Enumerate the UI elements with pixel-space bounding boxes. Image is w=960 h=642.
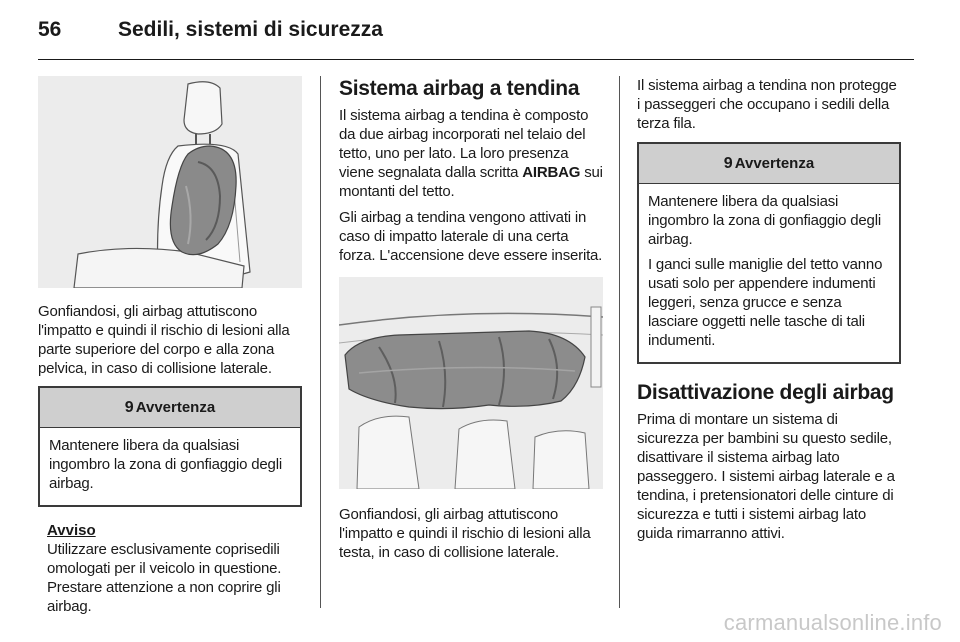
warning-text: I ganci sulle maniglie del tetto vanno usati solo per appendere indumenti leggeri, senza grucce e senza lasciare oggetti nelle tasche di tali indumenti.: [648, 256, 883, 349]
column-divider: [320, 76, 321, 608]
paragraph: Gli airbag a tendina vengono attivati in caso di impatto laterale di una certa forza. L'accensione deve essere inserita.: [339, 209, 603, 264]
warning-header: [40, 388, 300, 428]
paragraph: [339, 106, 603, 201]
paragraph: Il sistema airbag a tendina non protegge i passeggeri che occupano i sedili della terza fila.: [637, 77, 897, 132]
page-number: 56: [38, 18, 62, 41]
warning-icon: 9: [723, 154, 733, 172]
page-title: Sedili, sistemi di sicurezza: [118, 18, 383, 41]
warning-box: [637, 142, 901, 364]
paragraph: Prima di montare un sistema di sicurezza per bambini su questo sedile, disattivare il sistema airbag lato passeggero. I sistemi airbag laterale e a tendina, i pretensionatori delle cinture di sicurezza e tutti i sistemi airbag lato guida rimarranno attivi.: [637, 411, 895, 542]
warning-box: [38, 386, 302, 507]
section-heading: Disattivazione degli airbag: [637, 381, 894, 404]
seat-airbag-illustration: [38, 76, 302, 288]
curtain-airbag-illustration: [339, 277, 603, 489]
warning-icon: 9: [124, 398, 134, 416]
airbag-label: AIRBAG: [522, 164, 581, 181]
note-text: Utilizzare esclusivamente coprisedili omologati per il veicolo in questione. Prestare attenzione a non coprire gli airbag.: [47, 541, 282, 615]
section-heading: Sistema airbag a tendina: [339, 77, 580, 100]
curtain-airbag-figure: [339, 277, 603, 489]
note-title: Avviso: [47, 522, 96, 539]
column-right: [637, 76, 901, 550]
column-left: [38, 76, 302, 623]
figure-caption: Gonfiandosi, gli airbag attutiscono l'impatto e quindi il rischio di lesioni alla testa, in caso di collisione laterale.: [339, 506, 591, 561]
warning-header: [639, 144, 899, 184]
text-span: Il sistema airbag a tendina è composto da due airbag incorporati nel telaio del tetto, uno per lato. La loro presenza viene segnalata dalla scritta: [339, 107, 589, 181]
text-span: sui montanti del tetto.: [339, 164, 603, 200]
seat-airbag-figure: [38, 76, 302, 288]
column-middle: [339, 76, 603, 569]
warning-title: Avvertenza: [135, 399, 216, 416]
page-header: [38, 14, 914, 60]
note-block: [38, 521, 302, 616]
watermark: carmanualsonline.info: [723, 610, 942, 635]
figure-caption: Gonfiandosi, gli airbag attutiscono l'impatto e quindi il rischio di lesioni alla parte superiore del corpo e alla zona pelvica, in caso di collisione laterale.: [38, 303, 290, 377]
column-divider: [619, 76, 620, 608]
warning-text: Mantenere libera da qualsiasi ingombro la zona di gonfiaggio degli airbag.: [49, 437, 282, 492]
warning-title: Avvertenza: [734, 155, 815, 172]
warning-text: Mantenere libera da qualsiasi ingombro la zona di gonfiaggio degli airbag.: [648, 193, 881, 248]
